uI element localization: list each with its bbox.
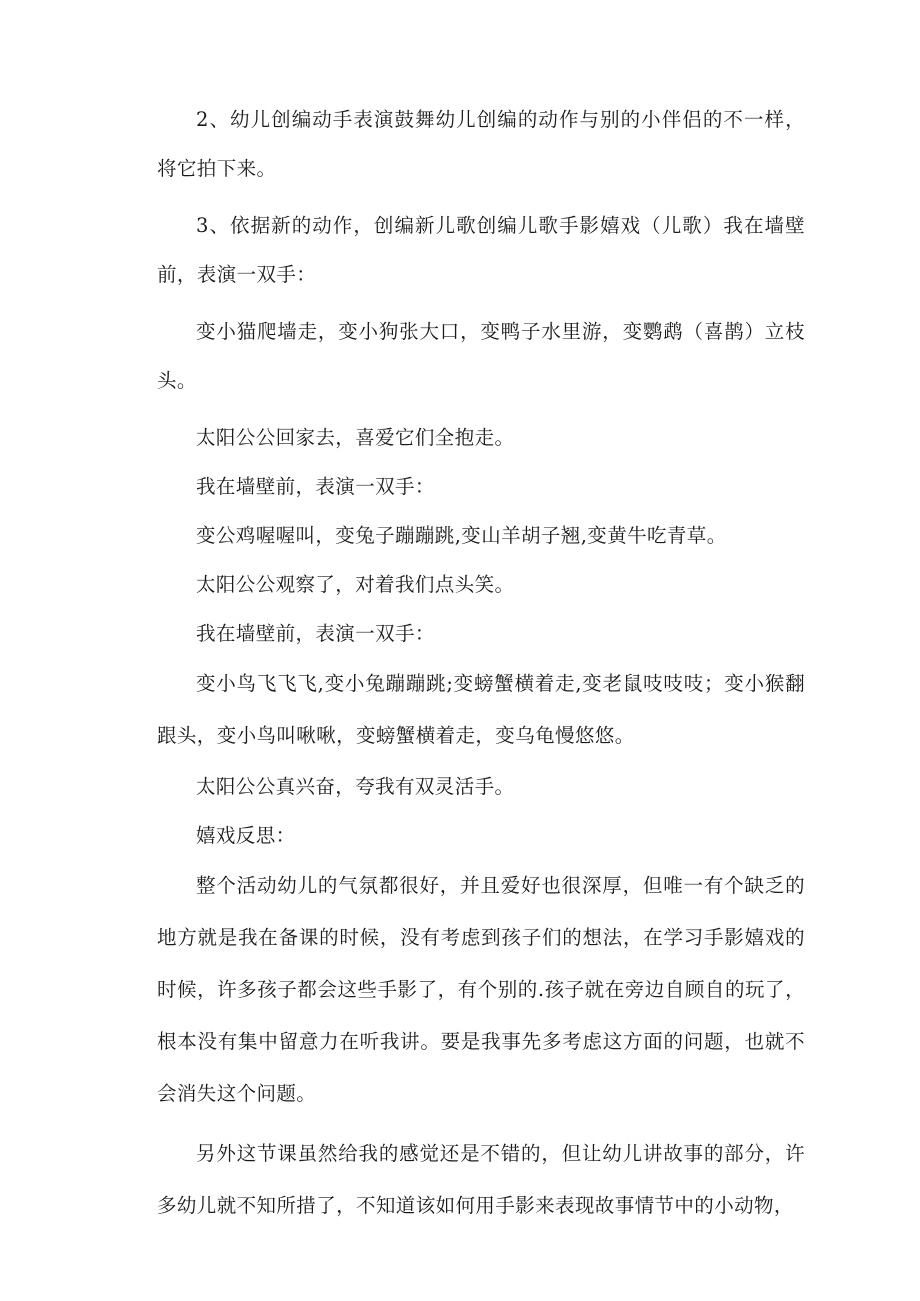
paragraph: 我在墙壁前，表演一双手： xyxy=(196,475,435,498)
paragraph: 太阳公公观察了，对着我们点头笑。 xyxy=(196,573,515,596)
document-body xyxy=(157,95,805,1232)
paragraph: 我在墙壁前，表演一双手： xyxy=(196,622,435,645)
paragraph: 3、依据新的动作，创编新儿歌创编儿歌手影嬉戏（儿歌）我在墙壁前，表演一双手： xyxy=(157,214,805,286)
paragraph: 变小鸟飞飞飞,变小兔蹦蹦跳;变螃蟹横着走,变老鼠吱吱吱；变小猴翻跟头，变小鸟叫啾啾，变螃蟹横着走，变乌龟慢悠悠。 xyxy=(157,672,805,747)
paragraph: 变小猫爬墙走，变小狗张大口，变鸭子水里游，变鹦鹉（喜鹊）立枝头。 xyxy=(157,320,805,392)
paragraph: 变公鸡喔喔叫，变兔子蹦蹦跳,变山羊胡子翘,变黄牛吃青草。 xyxy=(196,524,727,547)
paragraph: 另外这节课虽然给我的感觉还是不错的，但让幼儿讲故事的部分，许多幼儿就不知所措了，不知道该如何用手影来表现故事情节中的小动物， xyxy=(157,1142,805,1217)
paragraph: 太阳公公回家去，喜爱它们全抱走。 xyxy=(196,426,515,449)
paragraph: 整个活动幼儿的气氛都很好，并且爱好也很深厚，但唯一有个缺乏的地方就是我在备课的时候，没有考虑到孩子们的想法，在学习手影嬉戏的时候，许多孩子都会这些手影了，有个别的.孩子就在旁边自顾自的玩了，根本没有集中留意力在听我讲。要是我事先多考虑这方面的问题，也就不会消失这个问题。 xyxy=(157,874,805,1105)
paragraph: 2、幼儿创编动手表演鼓舞幼儿创编的动作与别的小伴侣的不一样，将它拍下来。 xyxy=(157,108,805,180)
paragraph: 嬉戏反思： xyxy=(196,824,296,847)
paragraph: 太阳公公真兴奋，夸我有双灵活手。 xyxy=(196,775,515,798)
